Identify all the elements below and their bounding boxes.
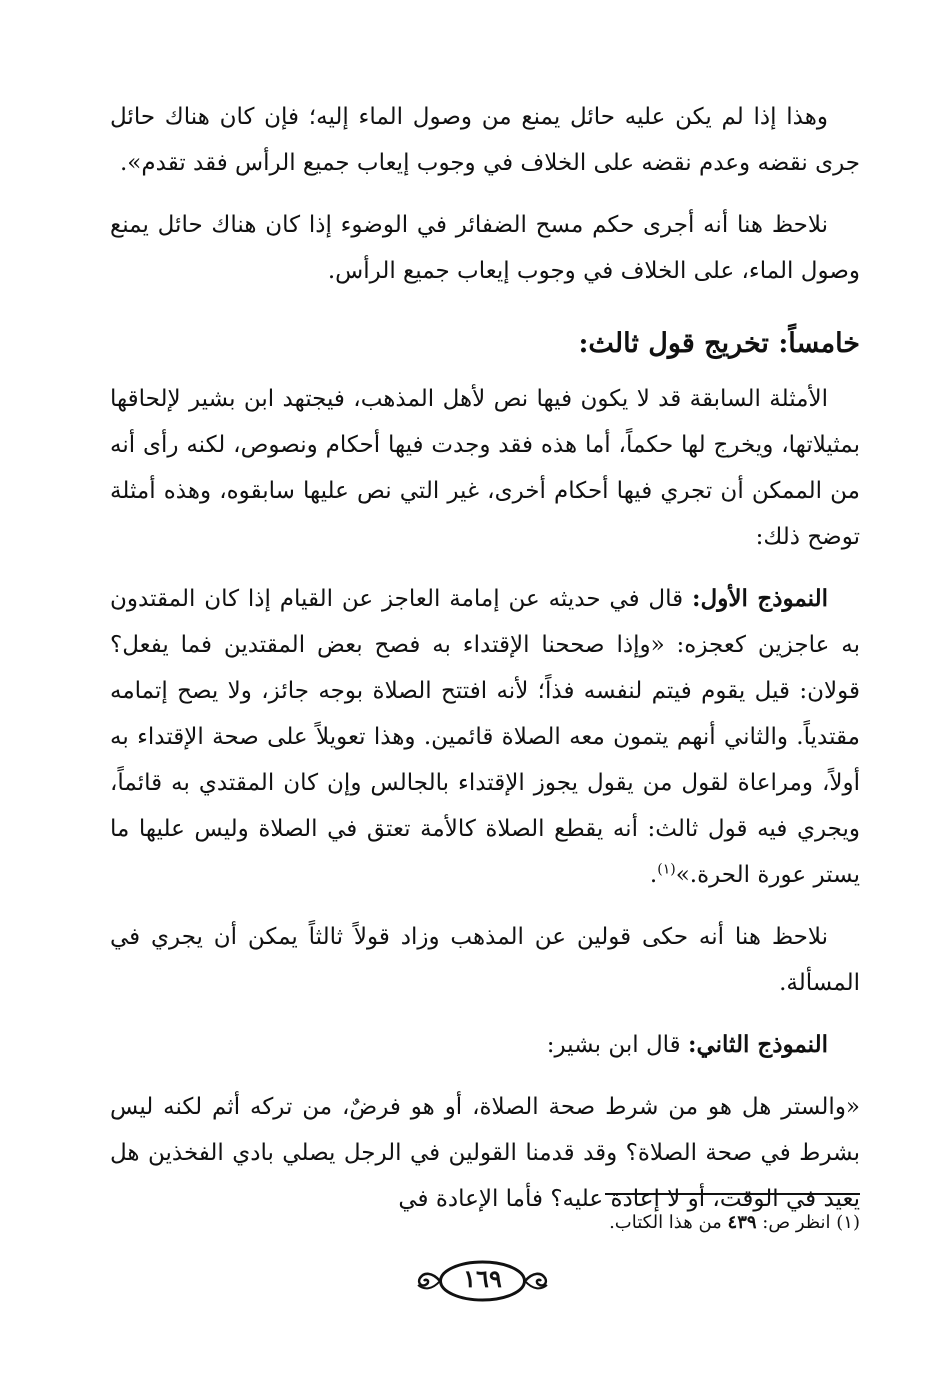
paragraph-7-text: «والستر هل هو من شرط صحة الصلاة، أو هو فرضٌ، من تركه أثم لكنه ليس بشرط في صحة الصلاة؟ وقد قدمنا القولين في الرجل يصلي بادي الفخذين هل يعيد في الوقت، أو لا إعادة عليه؟ فأما الإعادة في [110, 1094, 860, 1212]
page-body [110, 94, 860, 1238]
page-number: ١٦٩ [463, 1264, 502, 1293]
footnote-text: انظر ص: [756, 1212, 831, 1233]
paragraph-7 [110, 1084, 860, 1222]
paragraph-2-text: نلاحظ هنا أنه أجرى حكم مسح الضفائر في الوضوء إذا كان هناك حائل يمنع وصول الماء، على الخلاف في وجوب إيعاب جميع الرأس. [110, 212, 860, 284]
model-one-label: النموذج الأول: [692, 585, 828, 612]
paragraph-4-text: قال في حديثه عن إمامة العاجز عن القيام إذا كان المقتدون به عاجزين كعجزه: «وإذا صححنا الإقتداء به فصح بعض المقتدين فما يفعل؟ قولان: قيل يقوم فيتم لنفسه فذاً؛ لأنه افتتح الصلاة بوجه جائز، ولا يصح إتمامه مقتدياً. والثاني أنهم يتمون معه الصلاة قائمين. وهذا تعويلاً على صحة الإقتداء به أولاً، ومراعاة لقول من يقول يجوز الإقتداء بالجالس وإن كان المقتدي به قائماً، ويجري فيه قول ثالث: أنه يقطع الصلاة كالأمة تعتق في الصلاة وليس عليها ما يستر عورة الحرة.» [110, 586, 860, 888]
page-number-ornament [410, 1258, 555, 1304]
paragraph-1-text: وهذا إذا لم يكن عليه حائل يمنع من وصول الماء إليه؛ فإن كان هناك حائل جرى نقضه وعدم نقضه على الخلاف في وجوب إيعاب جميع الرأس فقد تقدم». [110, 104, 860, 176]
footnote-rest: من هذا الكتاب. [609, 1212, 728, 1233]
footnote-marker[interactable]: (١) [657, 861, 676, 878]
paragraph-5 [110, 914, 860, 1006]
paragraph-4 [110, 576, 860, 898]
model-two-label: النموذج الثاني: [687, 1031, 828, 1058]
paragraph-3-text: الأمثلة السابقة قد لا يكون فيها نص لأهل المذهب، فيجتهد ابن بشير لإلحاقها بمثيلاتها، ويخرج لها حكماً، أما هذه فقد وجدت فيها أحكام ونصوص، لكنه رأى أنه من الممكن أن تجري فيها أحكام أخرى، غير التي نص عليها سابقوه، وهذه أمثلة توضح ذلك: [110, 386, 860, 550]
paragraph-4-end: . [649, 862, 658, 888]
footnote-divider [605, 1193, 860, 1195]
paragraph-5-text: نلاحظ هنا أنه حكى قولين عن المذهب وزاد قولاً ثالثاً يمكن أن يجري في المسألة. [110, 924, 860, 996]
paragraph-3 [110, 376, 860, 560]
footnote-page-ref: ٤٣٩ [727, 1212, 757, 1233]
paragraph-6 [110, 1022, 860, 1068]
section-heading: خامساً: تخريج قول ثالث: [578, 328, 860, 359]
paragraph-6-text: قال ابن بشير: [546, 1032, 688, 1058]
footnote-number: (١) [836, 1212, 860, 1233]
footnote [609, 1208, 860, 1238]
paragraph-2 [110, 202, 860, 294]
paragraph-1 [110, 94, 860, 186]
